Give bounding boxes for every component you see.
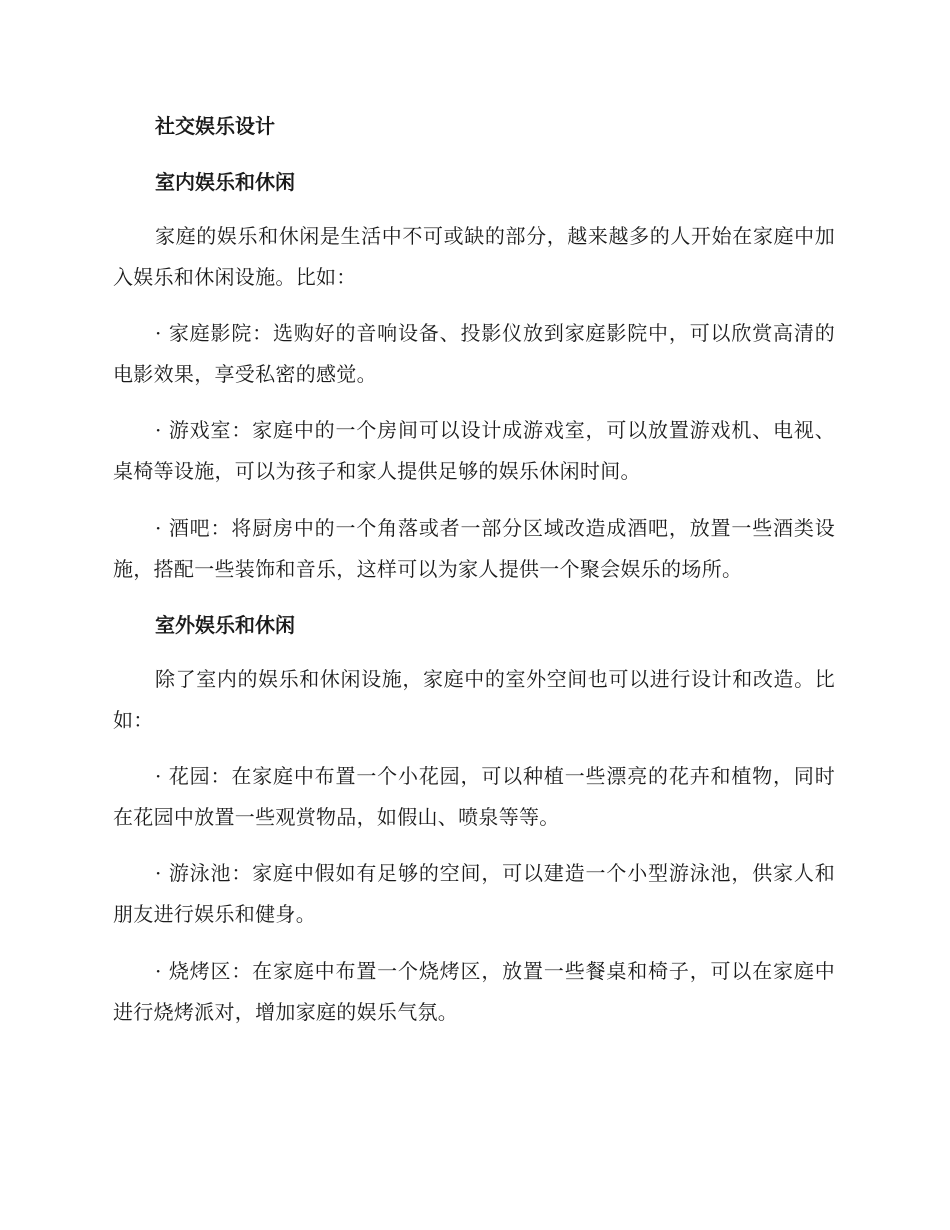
outdoor-item-bbq: · 烧烤区：在家庭中布置一个烧烤区，放置一些餐桌和椅子，可以在家庭中进行烧烤派对，增加家庭的娱乐气氛。 bbox=[113, 959, 835, 1024]
section-title: 社交娱乐设计 bbox=[155, 114, 275, 138]
indoor-intro: 家庭的娱乐和休闲是生活中不可或缺的部分，越来越多的人开始在家庭中加入娱乐和休闲设施。比如： bbox=[113, 224, 835, 289]
indoor-item-home-theater: · 家庭影院：选购好的音响设备、投影仪放到家庭影院中，可以欣赏高清的电影效果，享受私密的感觉。 bbox=[113, 321, 835, 386]
outdoor-item-garden: · 花园：在家庭中布置一个小花园，可以种植一些漂亮的花卉和植物，同时在花园中放置一些观赏物品，如假山、喷泉等等。 bbox=[113, 764, 835, 829]
indoor-item-bar: · 酒吧：将厨房中的一个角落或者一部分区域改造成酒吧，放置一些酒类设施，搭配一些装饰和音乐，这样可以为家人提供一个聚会娱乐的场所。 bbox=[113, 516, 835, 581]
indoor-item-game-room: · 游戏室：家庭中的一个房间可以设计成游戏室，可以放置游戏机、电视、桌椅等设施，可以为孩子和家人提供足够的娱乐休闲时间。 bbox=[113, 418, 835, 483]
indoor-heading: 室内娱乐和休闲 bbox=[155, 170, 295, 194]
outdoor-heading: 室外娱乐和休闲 bbox=[155, 613, 295, 637]
outdoor-item-pool: · 游泳池：家庭中假如有足够的空间，可以建造一个小型游泳池，供家人和朋友进行娱乐和健身。 bbox=[113, 861, 835, 926]
outdoor-intro: 除了室内的娱乐和休闲设施，家庭中的室外空间也可以进行设计和改造。比如： bbox=[113, 667, 835, 732]
